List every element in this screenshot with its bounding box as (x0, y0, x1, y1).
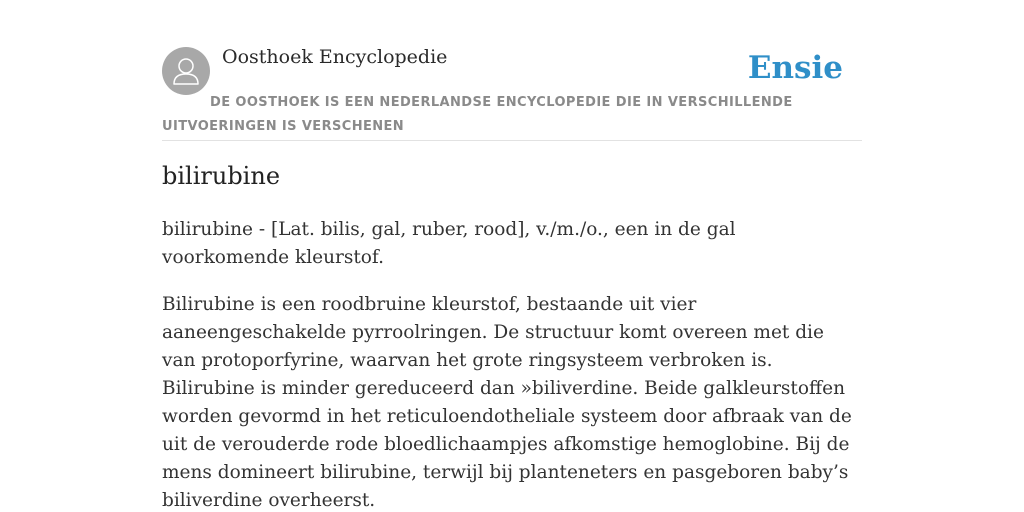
header (162, 42, 862, 141)
article-paragraph: bilirubine - [Lat. bilis, gal, ruber, rood], v./m./o., een in de gal voorkomende kleurstof. (162, 219, 736, 268)
publication-name[interactable]: Oosthoek Encyclopedie (222, 46, 448, 68)
article-paragraph: Bilirubine is een roodbruine kleurstof, bestaande uit vier aaneengeschakelde pyrroolringen. De structuur komt overeen met die van protoporfyrine, waarvan het grote ringsysteem verbroken is. Bilirubine is minder gereduceerd dan »biliverdine. Beide galkleurstoffen worden gevormd in het reticuloendotheliale systeem door afbraak van de uit de verouderde rode bloedlichaampjes afkomstige hemoglobine. Bij de mens domineert bilirubine, terwijl bij planteneters en pasgeboren baby’s biliverdine overheerst. (162, 294, 852, 511)
publisher-avatar[interactable] (162, 47, 210, 95)
article-title: bilirubine (162, 162, 281, 190)
article-body (162, 216, 862, 512)
user-icon (162, 47, 210, 95)
publication-tagline: DE OOSTHOEK IS EEN NEDERLANDSE ENCYCLOPEDIE DIE IN VERSCHILLENDE UITVOERINGEN IS VERSCHENEN (162, 95, 793, 134)
brand-logo[interactable]: Ensie (747, 50, 843, 86)
